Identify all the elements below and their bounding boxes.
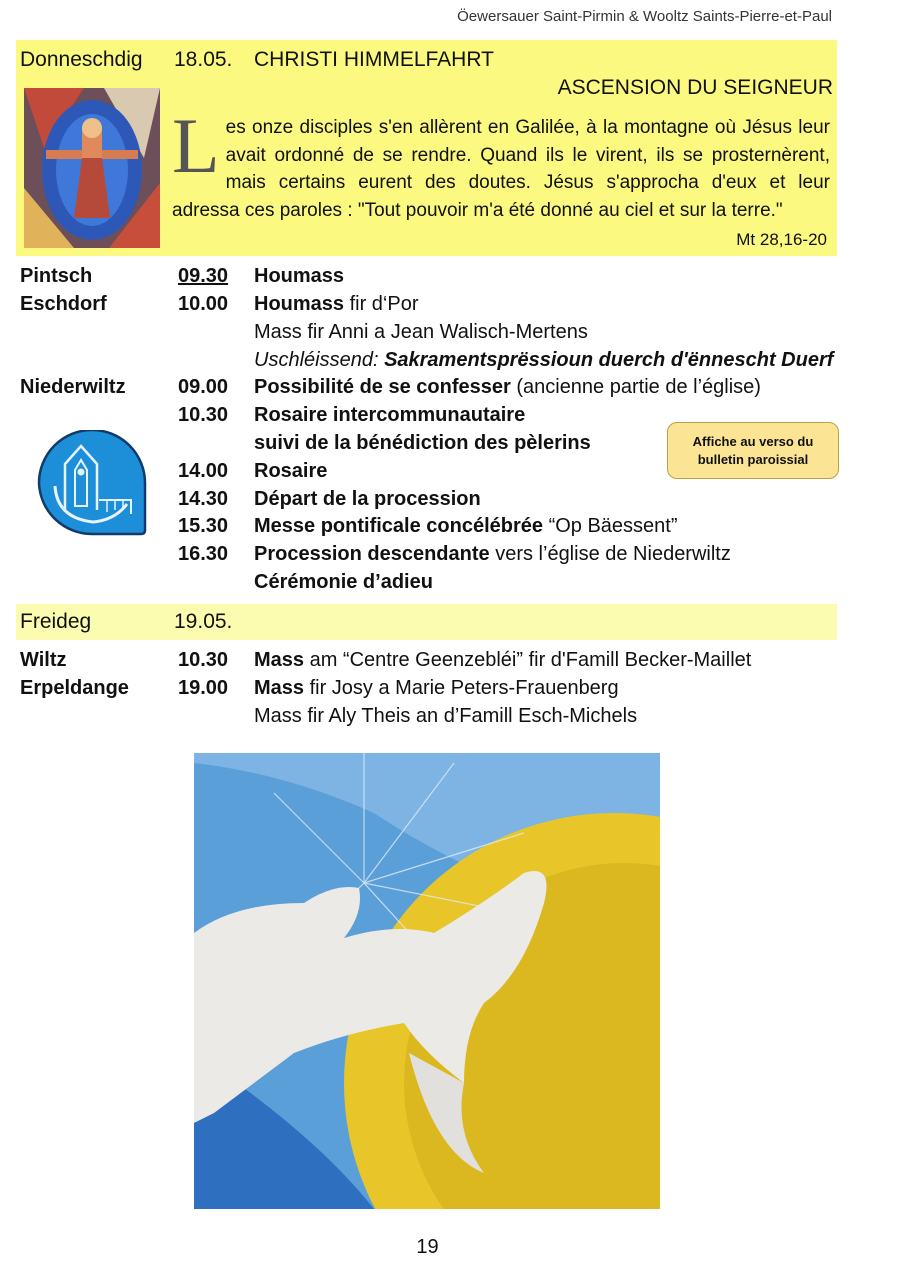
event-time: 14.30 — [178, 488, 229, 510]
event-time: 19.00 — [178, 677, 229, 699]
place-name: Niederwiltz — [20, 376, 126, 398]
event-time: 16.30 — [178, 543, 229, 565]
event-title: Sakramentsprëssioun duerch d'ënnescht Duerf — [384, 349, 834, 371]
thursday-header-band — [16, 40, 837, 256]
feast-title-fr: ASCENSION DU SEIGNEUR — [557, 76, 833, 99]
dove-artwork-image — [194, 753, 660, 1209]
event-time: 10.30 — [178, 649, 229, 671]
event-time: 10.00 — [178, 293, 229, 315]
event-detail: am “Centre Geenzebléi” fir d'Famill Becker-Maillet — [304, 649, 752, 671]
event-time: 10.30 — [178, 404, 229, 426]
event-detail: vers l’église de Niederwiltz — [489, 543, 731, 565]
place-name: Wiltz — [20, 649, 67, 671]
event-detail: fir d‘Por — [344, 293, 419, 315]
event-detail: Mass fir Aly Theis an d’Famill Esch-Michels — [254, 705, 638, 727]
note-line-1: Affiche au verso du — [692, 433, 814, 449]
event-lead: Uschléissend: — [254, 349, 385, 371]
event-time: 15.30 — [178, 515, 229, 537]
date-label: 18.05. — [174, 48, 233, 71]
place-name: Eschdorf — [20, 293, 107, 315]
event-title: Mass — [254, 649, 305, 671]
event-title: Rosaire intercommunautaire — [254, 404, 526, 426]
event-detail: Mass fir Anni a Jean Walisch-Mertens — [254, 321, 588, 343]
date-label: 19.05. — [174, 610, 233, 633]
event-title: Départ de la procession — [254, 488, 481, 510]
event-time: 09.30 — [178, 265, 229, 287]
page-number: 19 — [416, 1236, 439, 1258]
page-header: Öewersauer Saint-Pirmin & Wooltz Saints-Pierre-et-Paul — [457, 8, 832, 25]
event-title: Cérémonie d’adieu — [254, 571, 433, 593]
event-title: Houmass — [254, 293, 345, 315]
event-title: Houmass — [254, 265, 345, 287]
poster-note-box — [667, 422, 839, 479]
feast-title-lu: CHRISTI HIMMELFAHRT — [254, 48, 494, 71]
event-title: Messe pontificale concélébrée — [254, 515, 544, 537]
ascension-painting-image — [24, 88, 160, 248]
gospel-dropcap: L — [172, 102, 220, 189]
friday-header-band — [16, 604, 837, 640]
place-name: Erpeldange — [20, 677, 129, 699]
event-title: suivi de la bénédiction des pèlerins — [254, 432, 591, 454]
event-title: Rosaire — [254, 460, 328, 482]
note-line-2: bulletin paroissial — [697, 451, 809, 467]
event-detail: (ancienne partie de l’église) — [510, 376, 761, 398]
event-title: Procession descendante — [254, 543, 490, 565]
event-title: Possibilité de se confesser — [254, 376, 511, 398]
event-time: 14.00 — [178, 460, 229, 482]
place-name: Pintsch — [20, 265, 93, 287]
event-detail: “Op Bäessent” — [543, 515, 678, 537]
day-label: Donneschdig — [20, 48, 143, 71]
event-detail: fir Josy a Marie Peters-Frauenberg — [304, 677, 619, 699]
gospel-paragraph — [172, 102, 830, 224]
gospel-text: es onze disciples s'en allèrent en Galilée, à la montagne où Jésus leur avait ordonné de se rendre. Quand ils le virent, ils se prosternèrent, mais certains eurent des doutes. Jésus s'approcha d'eux et leur adressa ces paroles : "Tout pouvoir m'a été donné au ciel et sur la terre." — [172, 117, 830, 221]
event-time: 09.00 — [178, 376, 229, 398]
event-title: Mass — [254, 677, 305, 699]
pilgrimage-logo-icon — [35, 430, 149, 536]
gospel-reference: Mt 28,16-20 — [736, 230, 827, 249]
day-label: Freideg — [20, 610, 92, 633]
